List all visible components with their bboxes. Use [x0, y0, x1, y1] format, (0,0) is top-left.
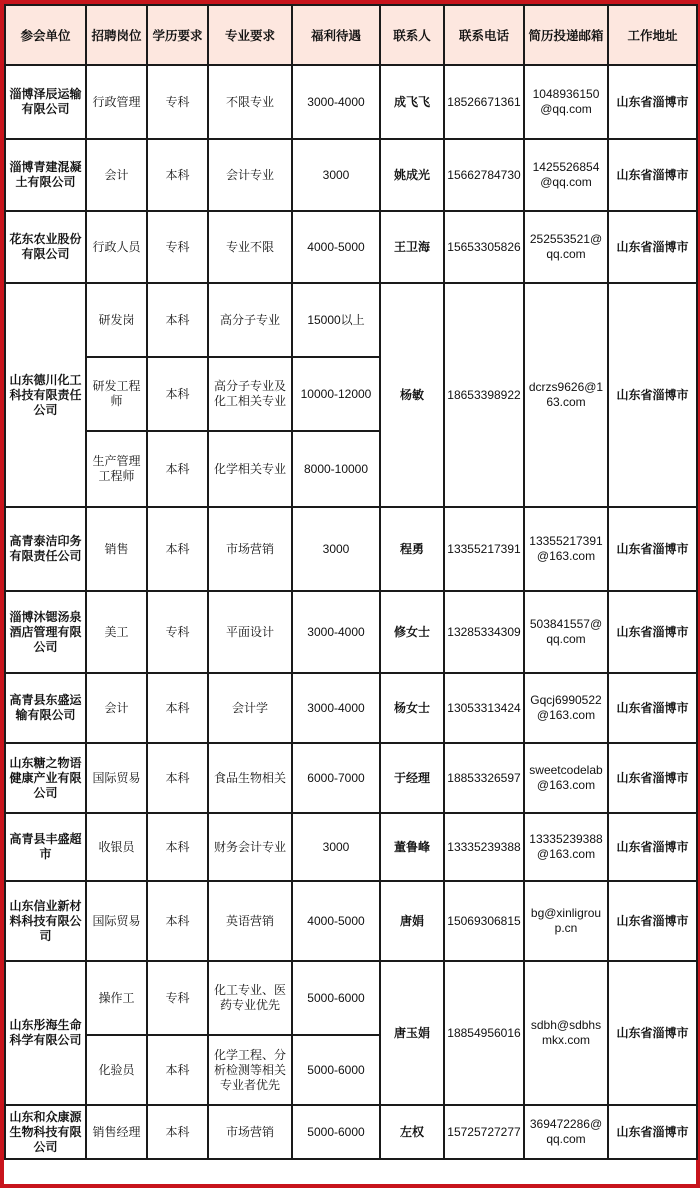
- position-title: 化验员: [86, 1035, 147, 1105]
- major-requirement: 高分子专业: [208, 283, 292, 357]
- contact-person: 成飞飞: [380, 65, 444, 139]
- table-body: [5, 65, 697, 1159]
- contact-person: 杨敏: [380, 283, 444, 507]
- major-requirement: 化工专业、医药专业优先: [208, 961, 292, 1035]
- contact-person: 左权: [380, 1105, 444, 1159]
- contact-phone: 13335239388: [444, 813, 524, 881]
- position-title: 美工: [86, 591, 147, 673]
- contact-phone: 15725727277: [444, 1105, 524, 1159]
- salary: 3000: [292, 813, 380, 881]
- table-row: [5, 961, 697, 1035]
- work-address: 山东省淄博市: [608, 211, 697, 283]
- resume-email: 13355217391@163.com: [524, 507, 608, 591]
- resume-email: 1048936150@qq.com: [524, 65, 608, 139]
- position-title: 国际贸易: [86, 881, 147, 961]
- resume-email: sweetcodelab@163.com: [524, 743, 608, 813]
- education-requirement: 本科: [147, 881, 208, 961]
- education-requirement: 本科: [147, 431, 208, 507]
- resume-email: sdbh@sdbhsmkx.com: [524, 961, 608, 1105]
- header-contact: 联系人: [380, 5, 444, 65]
- table-row: [5, 673, 697, 743]
- position-title: 会计: [86, 139, 147, 211]
- position-title: 销售: [86, 507, 147, 591]
- company-name: 淄博沐锶汤泉酒店管理有限公司: [5, 591, 86, 673]
- education-requirement: 专科: [147, 65, 208, 139]
- contact-person: 王卫海: [380, 211, 444, 283]
- position-title: 操作工: [86, 961, 147, 1035]
- company-name: 高青县丰盛超市: [5, 813, 86, 881]
- table-row: [5, 591, 697, 673]
- resume-email: 13335239388@163.com: [524, 813, 608, 881]
- resume-email: dcrzs9626@163.com: [524, 283, 608, 507]
- education-requirement: 专科: [147, 961, 208, 1035]
- salary: 3000-4000: [292, 65, 380, 139]
- contact-phone: 18853326597: [444, 743, 524, 813]
- resume-email: 369472286@qq.com: [524, 1105, 608, 1159]
- contact-person: 程勇: [380, 507, 444, 591]
- company-name: 淄博泽辰运输有限公司: [5, 65, 86, 139]
- contact-phone: 13355217391: [444, 507, 524, 591]
- resume-email: bg@xinligroup.cn: [524, 881, 608, 961]
- contact-phone: 15069306815: [444, 881, 524, 961]
- major-requirement: 会计学: [208, 673, 292, 743]
- work-address: 山东省淄博市: [608, 1105, 697, 1159]
- salary: 10000-12000: [292, 357, 380, 431]
- salary: 8000-10000: [292, 431, 380, 507]
- contact-person: 董鲁峰: [380, 813, 444, 881]
- contact-person: 杨女士: [380, 673, 444, 743]
- work-address: 山东省淄博市: [608, 743, 697, 813]
- table-row: [5, 507, 697, 591]
- position-title: 收银员: [86, 813, 147, 881]
- table-row: [5, 139, 697, 211]
- salary: 15000以上: [292, 283, 380, 357]
- contact-phone: 18526671361: [444, 65, 524, 139]
- education-requirement: 本科: [147, 507, 208, 591]
- position-title: 销售经理: [86, 1105, 147, 1159]
- salary: 5000-6000: [292, 1105, 380, 1159]
- major-requirement: 市场营销: [208, 1105, 292, 1159]
- header-row: [5, 5, 697, 65]
- header-unit: 参会单位: [5, 5, 86, 65]
- resume-email: 1425526854@qq.com: [524, 139, 608, 211]
- salary: 5000-6000: [292, 961, 380, 1035]
- table-row: [5, 283, 697, 357]
- recruitment-sheet: [4, 4, 696, 1184]
- major-requirement: 专业不限: [208, 211, 292, 283]
- header-phone: 联系电话: [444, 5, 524, 65]
- contact-phone: 15653305826: [444, 211, 524, 283]
- education-requirement: 本科: [147, 1105, 208, 1159]
- work-address: 山东省淄博市: [608, 813, 697, 881]
- work-address: 山东省淄博市: [608, 881, 697, 961]
- work-address: 山东省淄博市: [608, 961, 697, 1105]
- company-name: 高青泰洁印务有限责任公司: [5, 507, 86, 591]
- salary: 4000-5000: [292, 881, 380, 961]
- salary: 3000: [292, 507, 380, 591]
- header-email: 简历投递邮箱: [524, 5, 608, 65]
- position-title: 行政管理: [86, 65, 147, 139]
- header-address: 工作地址: [608, 5, 697, 65]
- major-requirement: 高分子专业及化工相关专业: [208, 357, 292, 431]
- work-address: 山东省淄博市: [608, 507, 697, 591]
- contact-person: 姚成光: [380, 139, 444, 211]
- major-requirement: 化学相关专业: [208, 431, 292, 507]
- position-title: 会计: [86, 673, 147, 743]
- contact-phone: 18854956016: [444, 961, 524, 1105]
- major-requirement: 不限专业: [208, 65, 292, 139]
- position-title: 生产管理工程师: [86, 431, 147, 507]
- position-title: 行政人员: [86, 211, 147, 283]
- salary: 3000-4000: [292, 673, 380, 743]
- work-address: 山东省淄博市: [608, 139, 697, 211]
- major-requirement: 市场营销: [208, 507, 292, 591]
- recruitment-table: [4, 4, 698, 1160]
- contact-phone: 18653398922: [444, 283, 524, 507]
- resume-email: 252553521@qq.com: [524, 211, 608, 283]
- table-row: [5, 65, 697, 139]
- table-row: [5, 813, 697, 881]
- contact-person: 于经理: [380, 743, 444, 813]
- work-address: 山东省淄博市: [608, 283, 697, 507]
- salary: 3000-4000: [292, 591, 380, 673]
- position-title: 研发岗: [86, 283, 147, 357]
- major-requirement: 食品生物相关: [208, 743, 292, 813]
- major-requirement: 英语营销: [208, 881, 292, 961]
- company-name: 山东糖之物语健康产业有限公司: [5, 743, 86, 813]
- company-name: 淄博青建混凝土有限公司: [5, 139, 86, 211]
- contact-phone: 13285334309: [444, 591, 524, 673]
- resume-email: Gqcj6990522@163.com: [524, 673, 608, 743]
- work-address: 山东省淄博市: [608, 591, 697, 673]
- major-requirement: 财务会计专业: [208, 813, 292, 881]
- education-requirement: 本科: [147, 139, 208, 211]
- header-edu: 学历要求: [147, 5, 208, 65]
- position-title: 研发工程师: [86, 357, 147, 431]
- company-name: 高青县东盛运输有限公司: [5, 673, 86, 743]
- major-requirement: 会计专业: [208, 139, 292, 211]
- education-requirement: 本科: [147, 1035, 208, 1105]
- contact-person: 修女士: [380, 591, 444, 673]
- company-name: 山东彤海生命科学有限公司: [5, 961, 86, 1105]
- table-row: [5, 211, 697, 283]
- header-post: 招聘岗位: [86, 5, 147, 65]
- contact-person: 唐玉娟: [380, 961, 444, 1105]
- education-requirement: 专科: [147, 591, 208, 673]
- table-row: [5, 743, 697, 813]
- company-name: 花东农业股份有限公司: [5, 211, 86, 283]
- salary: 4000-5000: [292, 211, 380, 283]
- position-title: 国际贸易: [86, 743, 147, 813]
- table-row: [5, 881, 697, 961]
- education-requirement: 本科: [147, 743, 208, 813]
- major-requirement: 化学工程、分析检测等相关专业者优先: [208, 1035, 292, 1105]
- contact-phone: 13053313424: [444, 673, 524, 743]
- header-salary: 福利待遇: [292, 5, 380, 65]
- salary: 3000: [292, 139, 380, 211]
- work-address: 山东省淄博市: [608, 65, 697, 139]
- work-address: 山东省淄博市: [608, 673, 697, 743]
- company-name: 山东信业新材料科技有限公司: [5, 881, 86, 961]
- company-name: 山东德川化工科技有限责任公司: [5, 283, 86, 507]
- education-requirement: 本科: [147, 813, 208, 881]
- education-requirement: 专科: [147, 211, 208, 283]
- major-requirement: 平面设计: [208, 591, 292, 673]
- resume-email: 503841557@qq.com: [524, 591, 608, 673]
- salary: 5000-6000: [292, 1035, 380, 1105]
- education-requirement: 本科: [147, 357, 208, 431]
- contact-person: 唐娟: [380, 881, 444, 961]
- company-name: 山东和众康源生物科技有限公司: [5, 1105, 86, 1159]
- contact-phone: 15662784730: [444, 139, 524, 211]
- header-major: 专业要求: [208, 5, 292, 65]
- table-row: [5, 1105, 697, 1159]
- education-requirement: 本科: [147, 673, 208, 743]
- salary: 6000-7000: [292, 743, 380, 813]
- education-requirement: 本科: [147, 283, 208, 357]
